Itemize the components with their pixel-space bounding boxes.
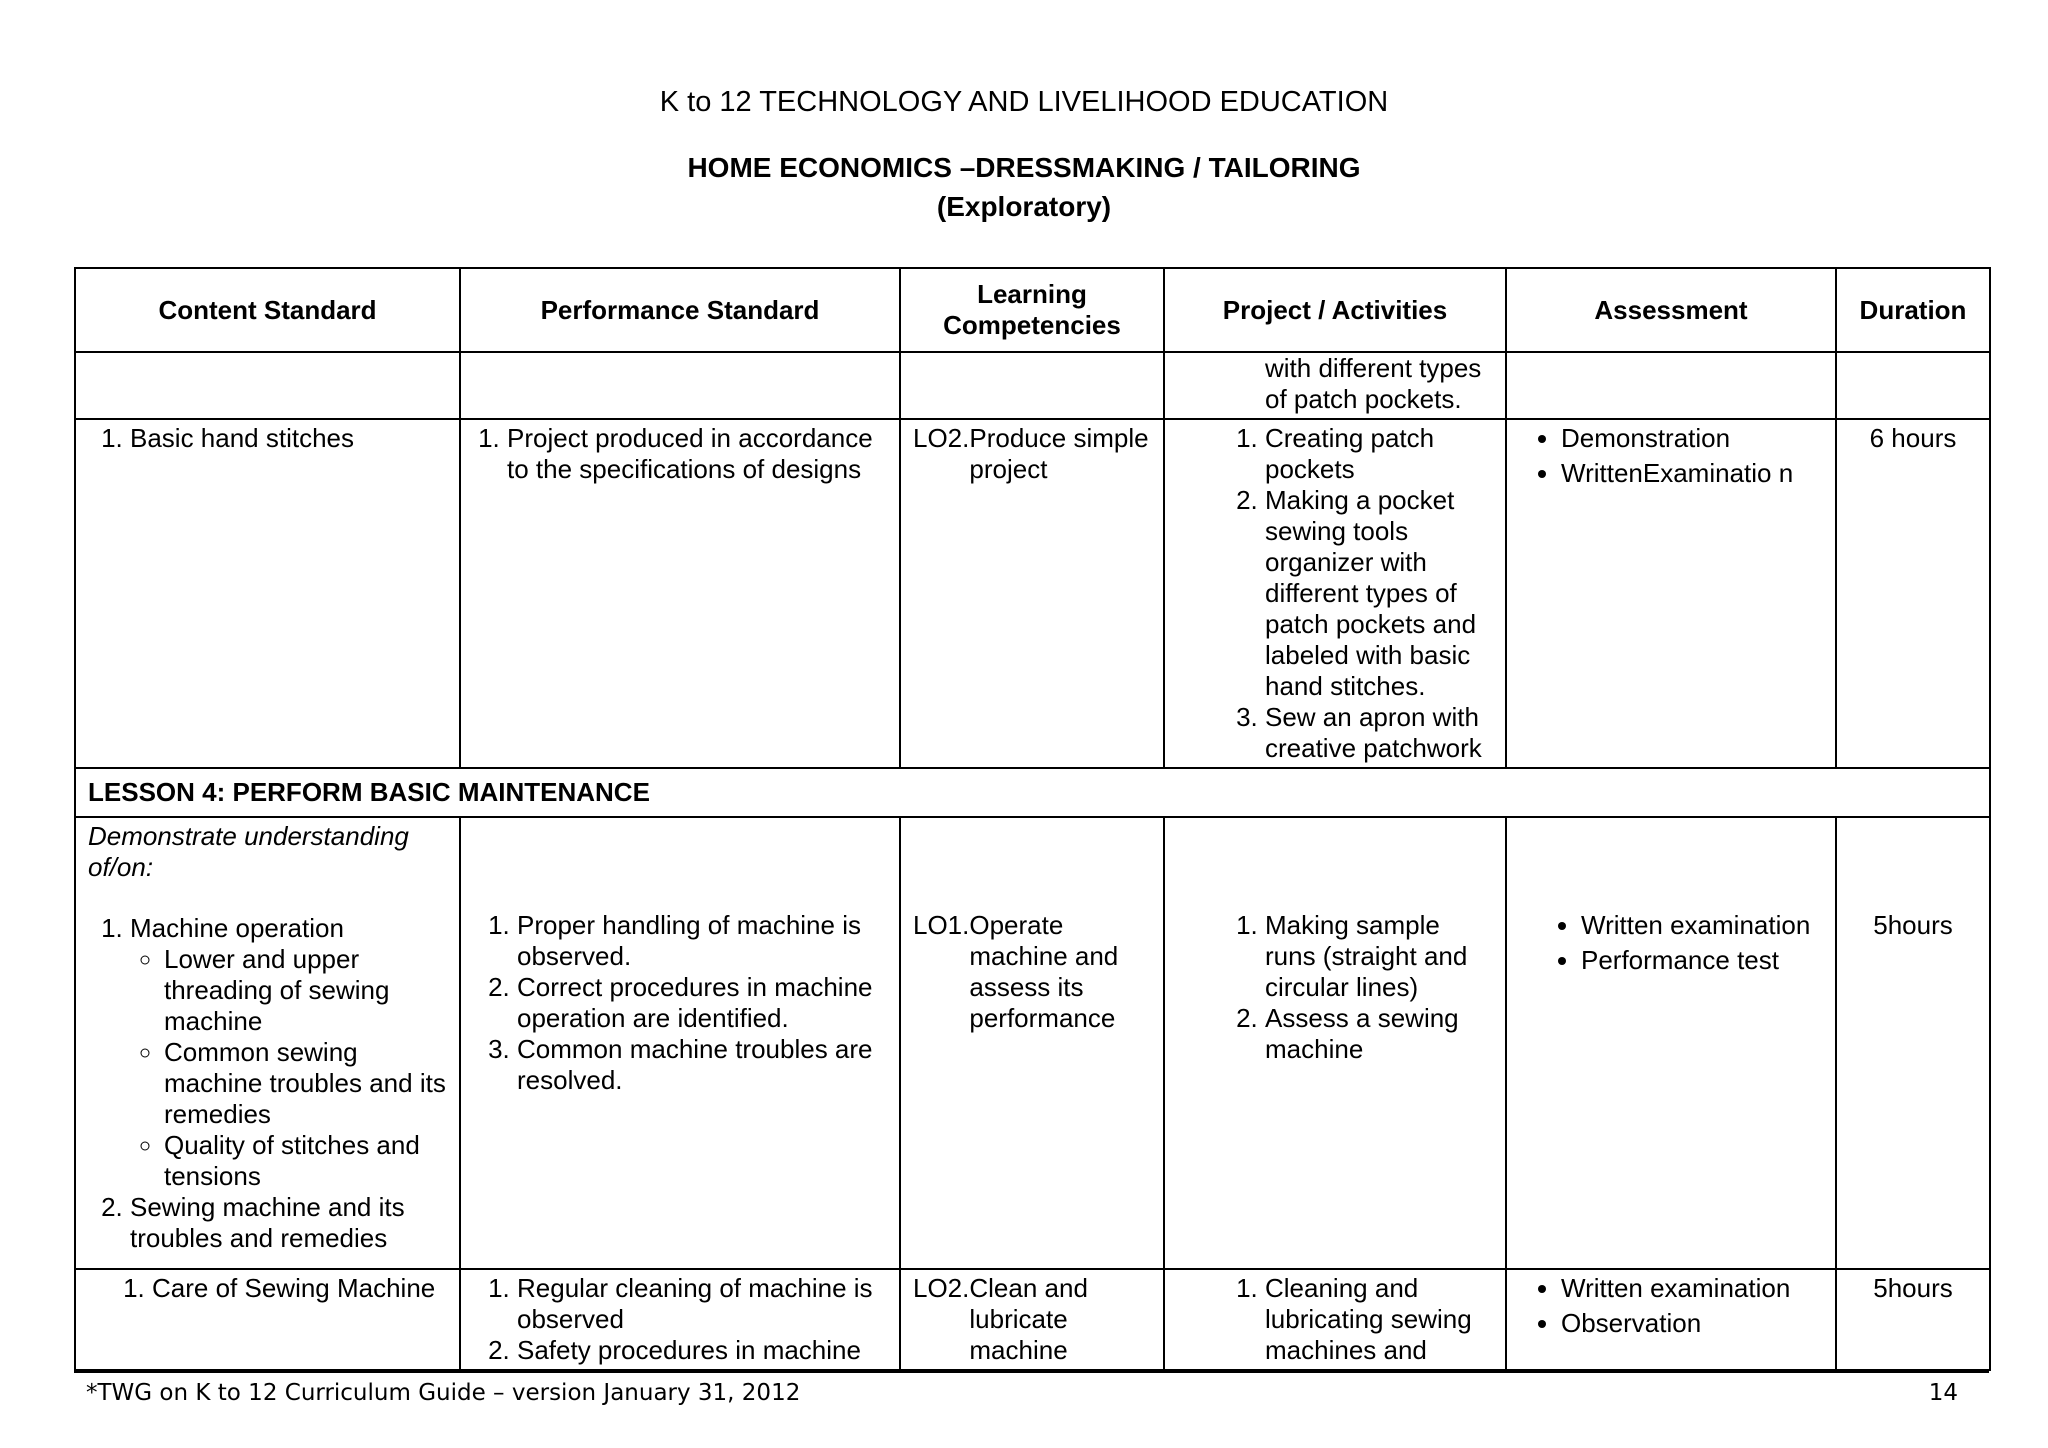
list-item: ◦ Lower and upper threading of sewing machine	[164, 944, 447, 1037]
competency-cell	[900, 817, 1164, 1269]
lesson-row	[75, 768, 1990, 817]
table-cell	[1506, 352, 1836, 419]
competency-code: LO2.	[913, 1273, 970, 1303]
list-item: 1. Making sample runs (straight and circular lines)	[1265, 910, 1493, 1003]
competency-code: LO2.	[913, 423, 970, 453]
footer-divider	[74, 1371, 1989, 1373]
table-cell	[75, 352, 460, 419]
table-row	[75, 1269, 1990, 1370]
list-item: 2. Sewing machine and its troubles and remedies	[130, 1192, 447, 1254]
list-item: 3. Sew an apron with creative patchwork	[1265, 702, 1493, 764]
list-item: 1. Care of Sewing Machine	[152, 1273, 447, 1304]
performance-standard-cell	[460, 419, 900, 768]
list-item: 1. Basic hand stitches	[130, 423, 447, 454]
table-row	[75, 352, 1990, 419]
table-cell	[1164, 352, 1506, 419]
list-item: ◦ Quality of stitches and tensions	[164, 1130, 447, 1192]
competency-code: LO1.	[913, 910, 970, 940]
document-subtitle: HOME ECONOMICS –DRESSMAKING / TAILORING	[687, 152, 1361, 183]
list-item: 1. Proper handling of machine is observed.	[517, 910, 887, 972]
assessment-cell	[1506, 1269, 1836, 1370]
table-row	[75, 419, 1990, 768]
duration-value: 5hours	[1873, 910, 1953, 940]
column-header: Learning Competencies	[900, 268, 1164, 352]
list-item: ◦ Common sewing machine troubles and its remedies	[164, 1037, 447, 1130]
content-standard-cell	[75, 817, 460, 1269]
table-cell	[900, 352, 1164, 419]
list-item: • Demonstration	[1561, 423, 1823, 454]
page-number: 14	[1928, 1380, 1958, 1406]
assessment-cell	[1506, 419, 1836, 768]
duration-value: 6 hours	[1869, 423, 1957, 453]
list-item: 1. Regular cleaning of machine is observed	[517, 1273, 887, 1335]
table-cell	[1836, 352, 1990, 419]
duration-cell	[1836, 1269, 1990, 1370]
competency-text: Operate machine and assess its performance	[969, 910, 1119, 1033]
lesson-title: LESSON 4: PERFORM BASIC MAINTENANCE	[75, 768, 1990, 817]
list-item: 2. Assess a sewing machine	[1265, 1003, 1493, 1065]
list-item: • Performance test	[1581, 945, 1823, 976]
document-subtitle-note: (Exploratory)	[936, 191, 1112, 222]
competency-cell	[900, 419, 1164, 768]
activities-cell	[1164, 1269, 1506, 1370]
table-row	[75, 817, 1990, 1269]
list-item: • Written examination	[1581, 910, 1823, 941]
list-item: 2. Safety procedures in machine	[517, 1335, 887, 1366]
list-item: 1. Project produced in accordance to the specifications of designs	[507, 423, 887, 485]
activity-continued: with different types of patch pockets.	[1265, 353, 1482, 414]
column-header: Project / Activities	[1164, 268, 1506, 352]
column-header: Content Standard	[75, 268, 460, 352]
activities-cell	[1164, 817, 1506, 1269]
performance-standard-cell	[460, 1269, 900, 1370]
content-standard-cell	[75, 419, 460, 768]
list-item: 1. Cleaning and lubricating sewing machines and	[1265, 1273, 1493, 1366]
list-item: • Observation	[1561, 1308, 1823, 1339]
duration-cell	[1836, 817, 1990, 1269]
column-header: Performance Standard	[460, 268, 900, 352]
list-item: 2. Correct procedures in machine operation are identified.	[517, 972, 887, 1034]
competency-text: Clean and lubricate machine	[969, 1273, 1088, 1365]
table-header-row	[75, 268, 1990, 352]
duration-value: 5hours	[1873, 1273, 1953, 1303]
column-header: Assessment	[1506, 268, 1836, 352]
list-item: • Written examination	[1561, 1273, 1823, 1304]
competency-text: Produce simple project	[969, 423, 1149, 484]
content-standard-cell	[75, 1269, 460, 1370]
list-item: 3. Common machine troubles are resolved.	[517, 1034, 887, 1096]
curriculum-table	[74, 267, 1991, 1371]
performance-standard-cell	[460, 817, 900, 1269]
list-item: • WrittenExaminatio n	[1561, 458, 1823, 489]
duration-cell	[1836, 419, 1990, 768]
list-item: 1. Creating patch pockets	[1265, 423, 1493, 485]
footer-note: *TWG on K to 12 Curriculum Guide – version January 31, 2012	[86, 1380, 801, 1406]
list-item: 2. Making a pocket sewing tools organizer with different types of patch pockets and labeled with basic hand stitches.	[1265, 485, 1493, 702]
list-item	[130, 913, 447, 1192]
content-intro: Demonstrate understanding of/on:	[88, 821, 409, 882]
table-cell	[460, 352, 900, 419]
assessment-cell	[1506, 817, 1836, 1269]
column-header: Duration	[1836, 268, 1990, 352]
activities-cell	[1164, 419, 1506, 768]
content-item: Machine operation	[130, 913, 344, 943]
document-title: K to 12 TECHNOLOGY AND LIVELIHOOD EDUCATION	[659, 86, 1389, 118]
competency-cell	[900, 1269, 1164, 1370]
